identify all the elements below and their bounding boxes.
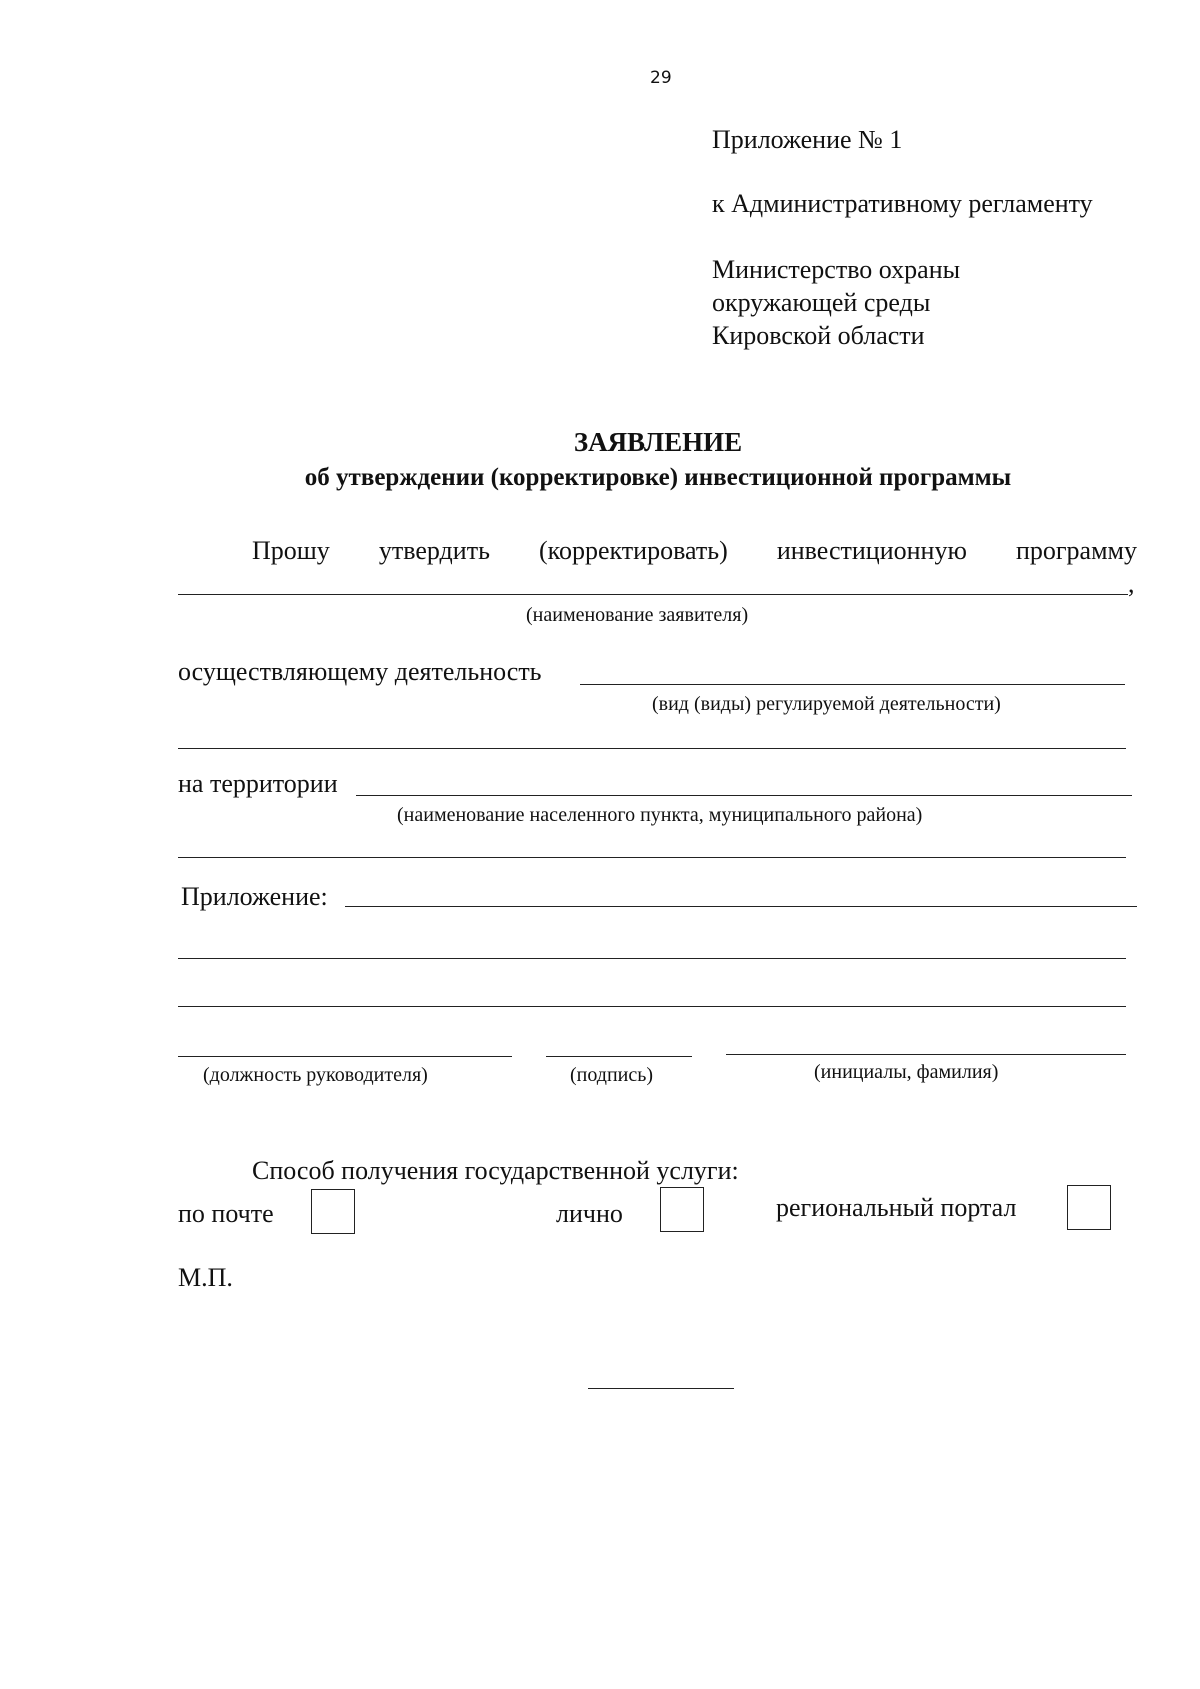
document-title: ЗАЯВЛЕНИЕ [573, 427, 743, 457]
request-word: утвердить [378, 536, 490, 565]
end-divider [588, 1388, 734, 1389]
delivery-option-in-person-label: лично [556, 1199, 623, 1228]
territory-continuation-line[interactable] [178, 857, 1126, 858]
signature-line[interactable] [546, 1056, 692, 1057]
delivery-option-mail-label: по почте [178, 1199, 274, 1228]
territory-label: на территории [178, 769, 338, 798]
attachment-line-3[interactable] [178, 1006, 1126, 1007]
ministry-line-1: Министерство охраны [712, 255, 961, 284]
delivery-option-in-person-checkbox[interactable] [660, 1187, 704, 1232]
request-word: (корректировать) [539, 536, 728, 565]
applicant-name-hint: (наименование заявителя) [526, 604, 749, 626]
attachment-line-1[interactable] [345, 906, 1137, 907]
name-line[interactable] [726, 1054, 1126, 1055]
delivery-option-portal-label: региональный портал [776, 1193, 1017, 1222]
activity-label: осуществляющему деятельность [178, 657, 542, 686]
request-word: Прошу [252, 536, 330, 565]
request-sentence [252, 535, 1137, 567]
request-word: инвестиционную [776, 536, 967, 565]
applicant-name-line[interactable] [178, 594, 1128, 595]
activity-type-line[interactable] [580, 684, 1125, 685]
attachment-line-2[interactable] [178, 958, 1126, 959]
delivery-option-mail-checkbox[interactable] [311, 1189, 355, 1234]
appendix-number: Приложение № 1 [712, 125, 903, 154]
activity-type-hint: (вид (виды) регулируемой деятельности) [652, 693, 1001, 715]
applicant-line-comma: , [1128, 569, 1135, 598]
ministry-line-3: Кировской области [712, 321, 925, 350]
position-line[interactable] [178, 1056, 512, 1057]
delivery-heading: Способ получения государственной услуги: [252, 1156, 739, 1185]
request-word: программу [1015, 536, 1137, 565]
position-hint: (должность руководителя) [203, 1064, 428, 1086]
regulation-reference: к Административному регламенту [712, 189, 1093, 218]
territory-line[interactable] [356, 795, 1132, 796]
page-number: 29 [650, 68, 672, 88]
signature-hint: (подпись) [570, 1064, 654, 1086]
activity-continuation-line[interactable] [178, 748, 1126, 749]
attachment-label: Приложение: [181, 882, 328, 911]
ministry-line-2: окружающей среды [712, 288, 931, 317]
document-subtitle: об утверждении (корректировке) инвестиционной программы [304, 464, 1012, 491]
territory-hint: (наименование населенного пункта, муниципального района) [397, 804, 923, 826]
stamp-label: М.П. [178, 1263, 233, 1292]
delivery-option-portal-checkbox[interactable] [1067, 1185, 1111, 1230]
name-hint: (инициалы, фамилия) [814, 1061, 999, 1083]
